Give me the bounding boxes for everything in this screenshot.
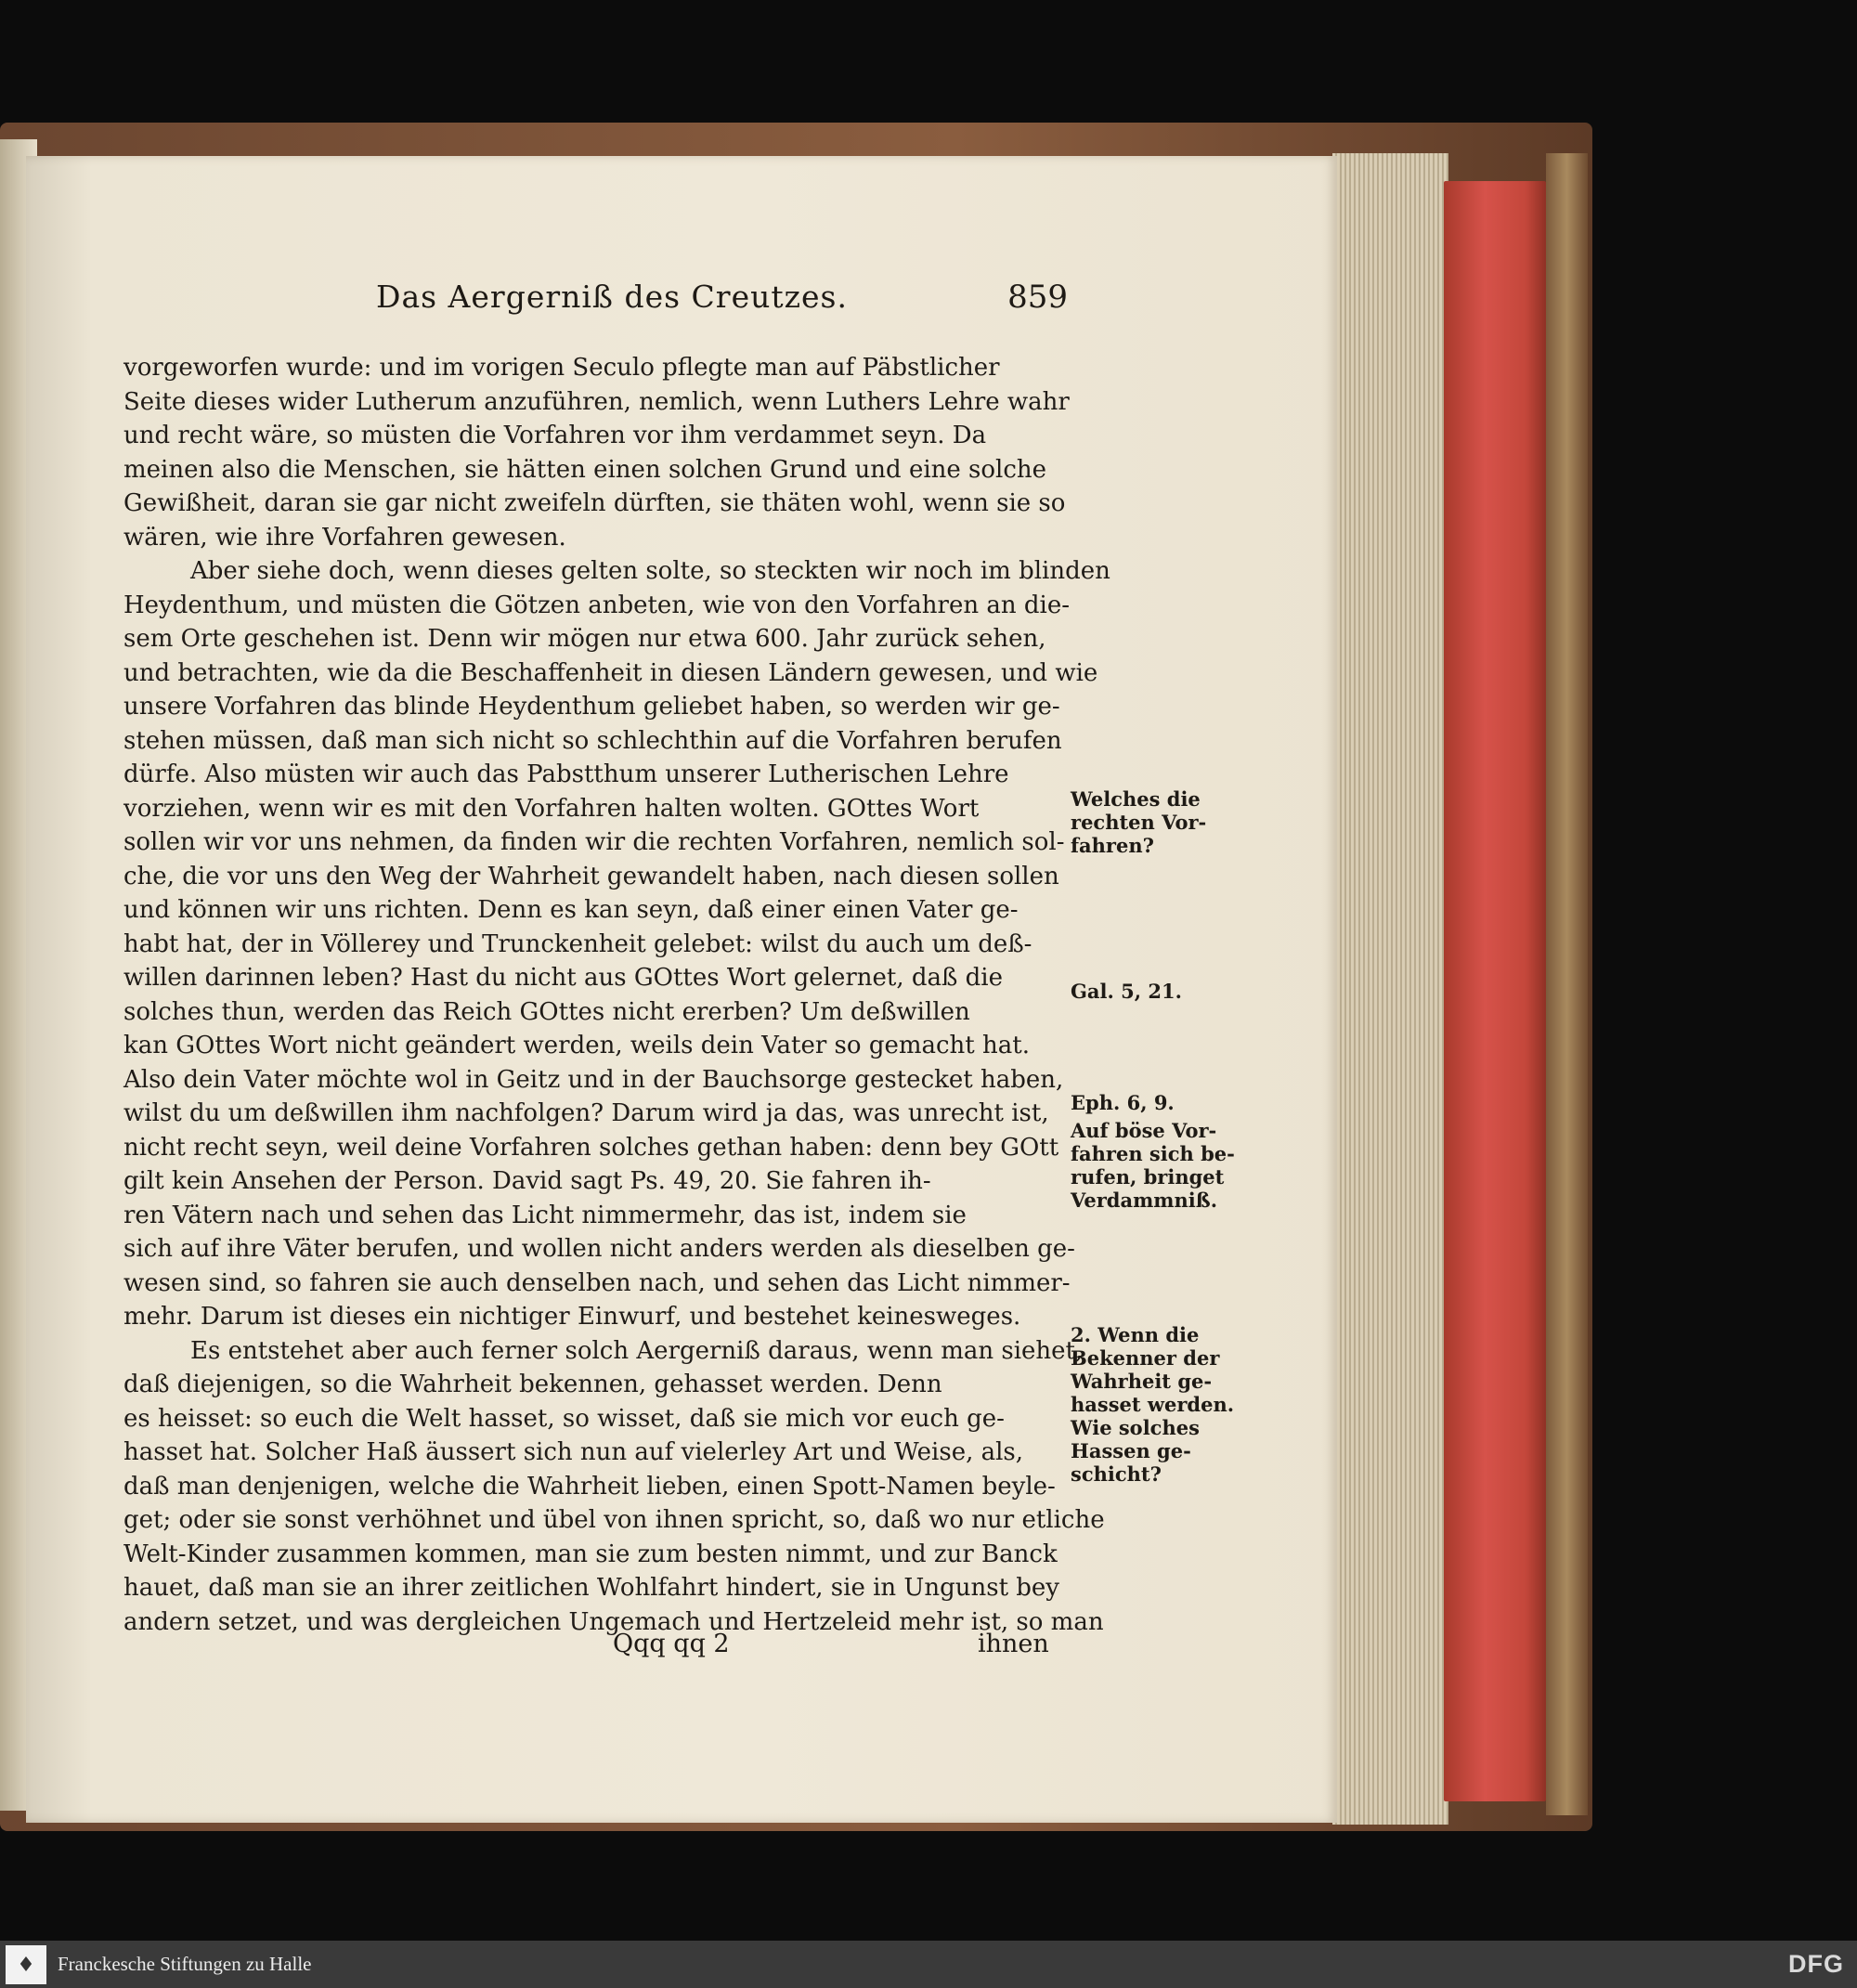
text-line: vorgeworfen wurde: und im vorigen Seculo pflegte man auf Päbstlicher — [123, 354, 1000, 382]
signature-mark: Qqq qq 2 — [613, 1630, 730, 1658]
text-line: kan GOttes Wort nicht geändert werden, weils dein Vater so gemacht hat. — [123, 1032, 1030, 1059]
text-line: get; oder sie sonst verhöhnet und übel von ihnen spricht, so, daß wo nur etliche — [123, 1506, 1105, 1534]
text-line: vorziehen, wenn wir es mit den Vorfahren halten wolten. GOttes Wort — [123, 794, 980, 823]
text-line: und betrachten, wie da die Beschaffenheit in diesen Ländern gewesen, und wie — [123, 658, 1098, 687]
text-line: hasset hat. Solcher Haß äussert sich nun auf vielerley Art und Weise, als, — [123, 1438, 1024, 1466]
text-line: Es entstehet aber auch ferner solch Aergerniß daraus, wenn man siehet, — [190, 1336, 1084, 1365]
marginal-note-line: fahren sich be- — [1071, 1142, 1235, 1165]
text-line: mehr. Darum ist dieses ein nichtiger Einwurf, und bestehet keinesweges. — [123, 1303, 1021, 1331]
text-line: gilt kein Ansehen der Person. David sagt Ps. 49, 20. Sie fahren ih- — [123, 1167, 931, 1195]
text-line: ren Vätern nach und sehen das Licht nimmermehr, das ist, indem sie — [123, 1201, 967, 1229]
marginal-note — [1071, 787, 1233, 857]
marginal-note-line: Wahrheit ge- — [1071, 1370, 1213, 1393]
marginal-note-line: Gal. 5, 21. — [1071, 980, 1182, 1003]
text-line: wären, wie ihre Vorfahren gewesen. — [123, 523, 566, 552]
marginal-note-line: Eph. 6, 9. — [1071, 1091, 1175, 1114]
text-line: nicht recht seyn, weil deine Vorfahren solches gethan haben: denn bey GOtt — [123, 1133, 1059, 1162]
footer-bar — [0, 1941, 1857, 1988]
text-line: daß man denjenigen, welche die Wahrheit lieben, einen Spott-Namen beyle- — [123, 1472, 1056, 1501]
text-line: es heisset: so euch die Welt hasset, so wisset, daß sie mich vor euch ge- — [123, 1404, 1005, 1433]
marginal-note-line: Hassen ge- — [1071, 1439, 1191, 1462]
institution-logo-icon: ♦ — [6, 1945, 46, 1984]
text-line: hauet, daß man sie an ihrer zeitlichen Wohlfahrt hindert, sie in Ungunst bey — [123, 1574, 1059, 1602]
marginal-note-line: schicht? — [1071, 1462, 1162, 1486]
marginal-note — [1071, 1323, 1233, 1486]
text-line: Heydenthum, und müsten die Götzen anbeten, wie von den Vorfahren an die- — [123, 591, 1071, 619]
running-title: Das Aergerniß des Creutzes. — [376, 279, 848, 315]
red-page-edge — [1444, 181, 1546, 1801]
text-line: sem Orte geschehen ist. Denn wir mögen nur etwa 600. Jahr zurück sehen, — [123, 625, 1046, 653]
text-line: und recht wäre, so müsten die Vorfahren vor ihm verdammet seyn. Da — [123, 422, 987, 449]
text-line: wesen sind, so fahren sie auch denselben nach, und sehen das Licht nimmer- — [123, 1268, 1071, 1297]
text-line: daß diejenigen, so die Wahrheit bekennen, gehasset werden. Denn — [123, 1371, 942, 1398]
text-line: sollen wir vor uns nehmen, da finden wir die rechten Vorfahren, nemlich sol- — [123, 828, 1065, 856]
marginal-note — [1071, 1119, 1233, 1212]
text-line: Aber siehe doch, wenn dieses gelten solte, so steckten wir noch im blinden — [190, 557, 1110, 585]
text-line: andern setzet, und was dergleichen Ungemach und Hertzeleid mehr ist, so man — [123, 1607, 1104, 1636]
text-line: meinen also die Menschen, sie hätten einen solchen Grund und eine solche — [123, 455, 1047, 484]
marginal-note-line: fahren? — [1071, 834, 1154, 857]
page-edges — [1332, 153, 1448, 1825]
body-text — [123, 351, 1110, 1639]
text-line: Welt-Kinder zusammen kommen, man sie zum besten nimmt, und zur Banck — [123, 1540, 1058, 1568]
marginal-note-line: Wie solches — [1071, 1416, 1200, 1439]
text-line: che, die vor uns den Weg der Wahrheit gewandelt haben, nach diesen sollen — [123, 862, 1059, 890]
text-line: dürfe. Also müsten wir auch das Pabstthum unserer Lutherischen Lehre — [123, 760, 1009, 788]
text-line: unsere Vorfahren das blinde Heydenthum geliebet haben, so werden wir ge- — [123, 693, 1060, 721]
cover-edge — [1546, 153, 1588, 1815]
institution-name: Franckesche Stiftungen zu Halle — [58, 1953, 312, 1975]
text-line: wilst du um deßwillen ihm nachfolgen? Darum wird ja das, was unrecht ist, — [123, 1099, 1049, 1127]
marginal-note — [1071, 1091, 1233, 1114]
text-line: sich auf ihre Väter berufen, und wollen nicht anders werden als dieselben ge- — [123, 1235, 1075, 1263]
marginal-note-line: rechten Vor- — [1071, 811, 1207, 834]
text-line: stehen müssen, daß man sich nicht so schlechthin auf die Vorfahren berufen — [123, 726, 1062, 755]
text-line: und können wir uns richten. Denn es kan seyn, daß einer einen Vater ge- — [123, 896, 1019, 924]
text-line: Seite dieses wider Lutherum anzuführen, nemlich, wenn Luthers Lehre wahr — [123, 387, 1070, 416]
text-line: willen darinnen leben? Hast du nicht aus GOttes Wort gelernet, daß die — [123, 964, 1003, 992]
marginal-note-line: Bekenner der — [1071, 1346, 1220, 1370]
marginal-note-line: Welches die — [1071, 787, 1201, 811]
catchword: ihnen — [978, 1630, 1049, 1658]
text-line: Also dein Vater möchte wol in Geitz und in der Bauchsorge gestecket haben, — [123, 1065, 1064, 1094]
page-number: 859 — [1007, 279, 1068, 316]
marginal-note — [1071, 980, 1233, 1003]
marginal-note-line: Verdammniß. — [1071, 1189, 1218, 1212]
marginal-note-line: 2. Wenn die — [1071, 1323, 1200, 1346]
text-line: Gewißheit, daran sie gar nicht zweifeln dürften, sie thäten wohl, wenn sie so — [123, 489, 1066, 517]
text-line: habt hat, der in Völlerey und Trunckenheit gelebet: wilst du auch um deß- — [123, 929, 1032, 958]
marginal-note-line: Auf böse Vor- — [1071, 1119, 1217, 1142]
dfg-logo: DFG — [1788, 1950, 1844, 1978]
marginal-note-line: hasset werden. — [1071, 1393, 1235, 1416]
page-header — [376, 279, 1068, 321]
text-line: solches thun, werden das Reich GOttes nicht ererben? Um deßwillen — [123, 997, 970, 1026]
marginal-note-line: rufen, bringet — [1071, 1165, 1225, 1189]
